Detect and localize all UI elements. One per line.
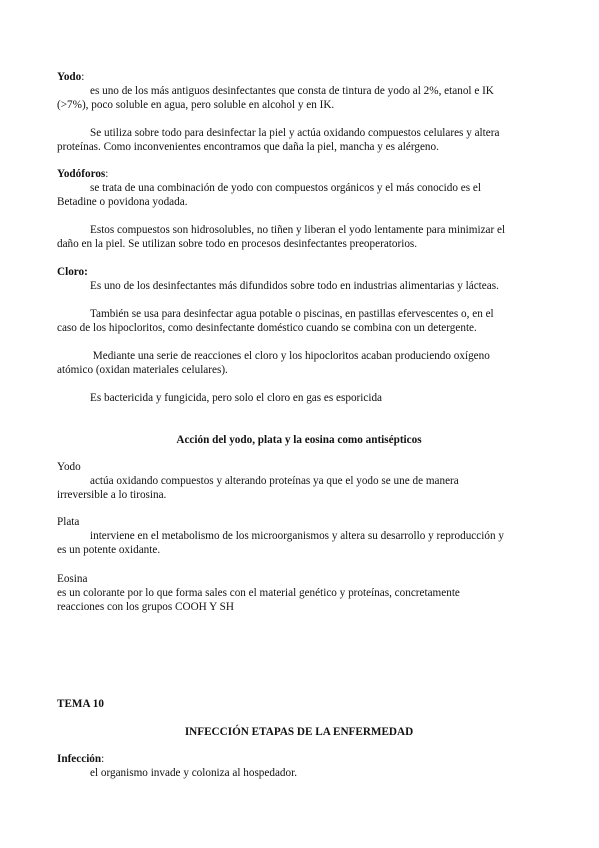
cloro-label: Cloro: xyxy=(57,266,88,278)
infeccion-label: Infección: xyxy=(57,753,105,765)
accion-yodo-label: Yodo xyxy=(57,461,81,473)
tema-label: TEMA 10 xyxy=(57,698,104,710)
cloro-paragraph-3: Mediante una serie de reacciones el cloro y los hipocloritos acaban produciendo oxígeno atómico (oxidan materiales celulares). xyxy=(57,350,490,376)
accion-plata-label: Plata xyxy=(57,516,80,528)
yodo-paragraph-2: Se utiliza sobre todo para desinfectar la piel y actúa oxidando compuestos celulares y altera proteínas. Como inconvenientes encontramos que daña la piel, mancha y es alérgeno. xyxy=(57,127,500,153)
yodo-label: Yodo: xyxy=(57,71,85,83)
yodoforos-label: Yodóforos: xyxy=(57,168,109,180)
cloro-paragraph-2: También se usa para desinfectar agua potable o piscinas, en pastillas efervescentes o, en el caso de los hipocloritos, como desinfectante doméstico cuando se combina con un detergente. xyxy=(57,308,494,334)
accion-heading: Acción del yodo, plata y la eosina como antisépticos xyxy=(176,434,422,446)
accion-yodo-paragraph: actúa oxidando compuestos y alterando proteínas ya que el yodo se une de manera irreversible a lo tirosina. xyxy=(57,475,459,501)
accion-eosina-paragraph: es un colorante por lo que forma sales con el material genético y proteínas, concretamente reacciones con los grupos COOH Y SH xyxy=(57,587,460,613)
accion-plata-paragraph: interviene en el metabolismo de los microorganismos y altera su desarrollo y reproducción y es un potente oxidante. xyxy=(57,530,504,556)
yodoforos-paragraph-2: Estos compuestos son hidrosolubles, no tiñen y liberan el yodo lentamente para minimizar el daño en la piel. Se utilizan sobre todo en procesos desinfectantes preoperatorios. xyxy=(57,224,506,250)
tema-heading: INFECCIÓN ETAPAS DE LA ENFERMEDAD xyxy=(184,726,414,738)
yodoforos-paragraph-1: se trata de una combinación de yodo con compuestos orgánicos y el más conocido es el Betadine o povidona yodada. xyxy=(57,182,481,208)
cloro-paragraph-1: Es uno de los desinfectantes más difundidos sobre todo en industrias alimentarias y lácteas. xyxy=(90,280,499,292)
yodo-paragraph-1: es uno de los más antiguos desinfectantes que consta de tintura de yodo al 2%, etanol e IK (>7%), poco soluble en agua, pero soluble en alcohol y en IK. xyxy=(57,85,494,111)
infeccion-paragraph: el organismo invade y coloniza al hospedador. xyxy=(90,767,298,779)
accion-eosina-label: Eosina xyxy=(57,573,88,585)
cloro-paragraph-4: Es bactericida y fungicida, pero solo el cloro en gas es esporicida xyxy=(90,392,383,404)
